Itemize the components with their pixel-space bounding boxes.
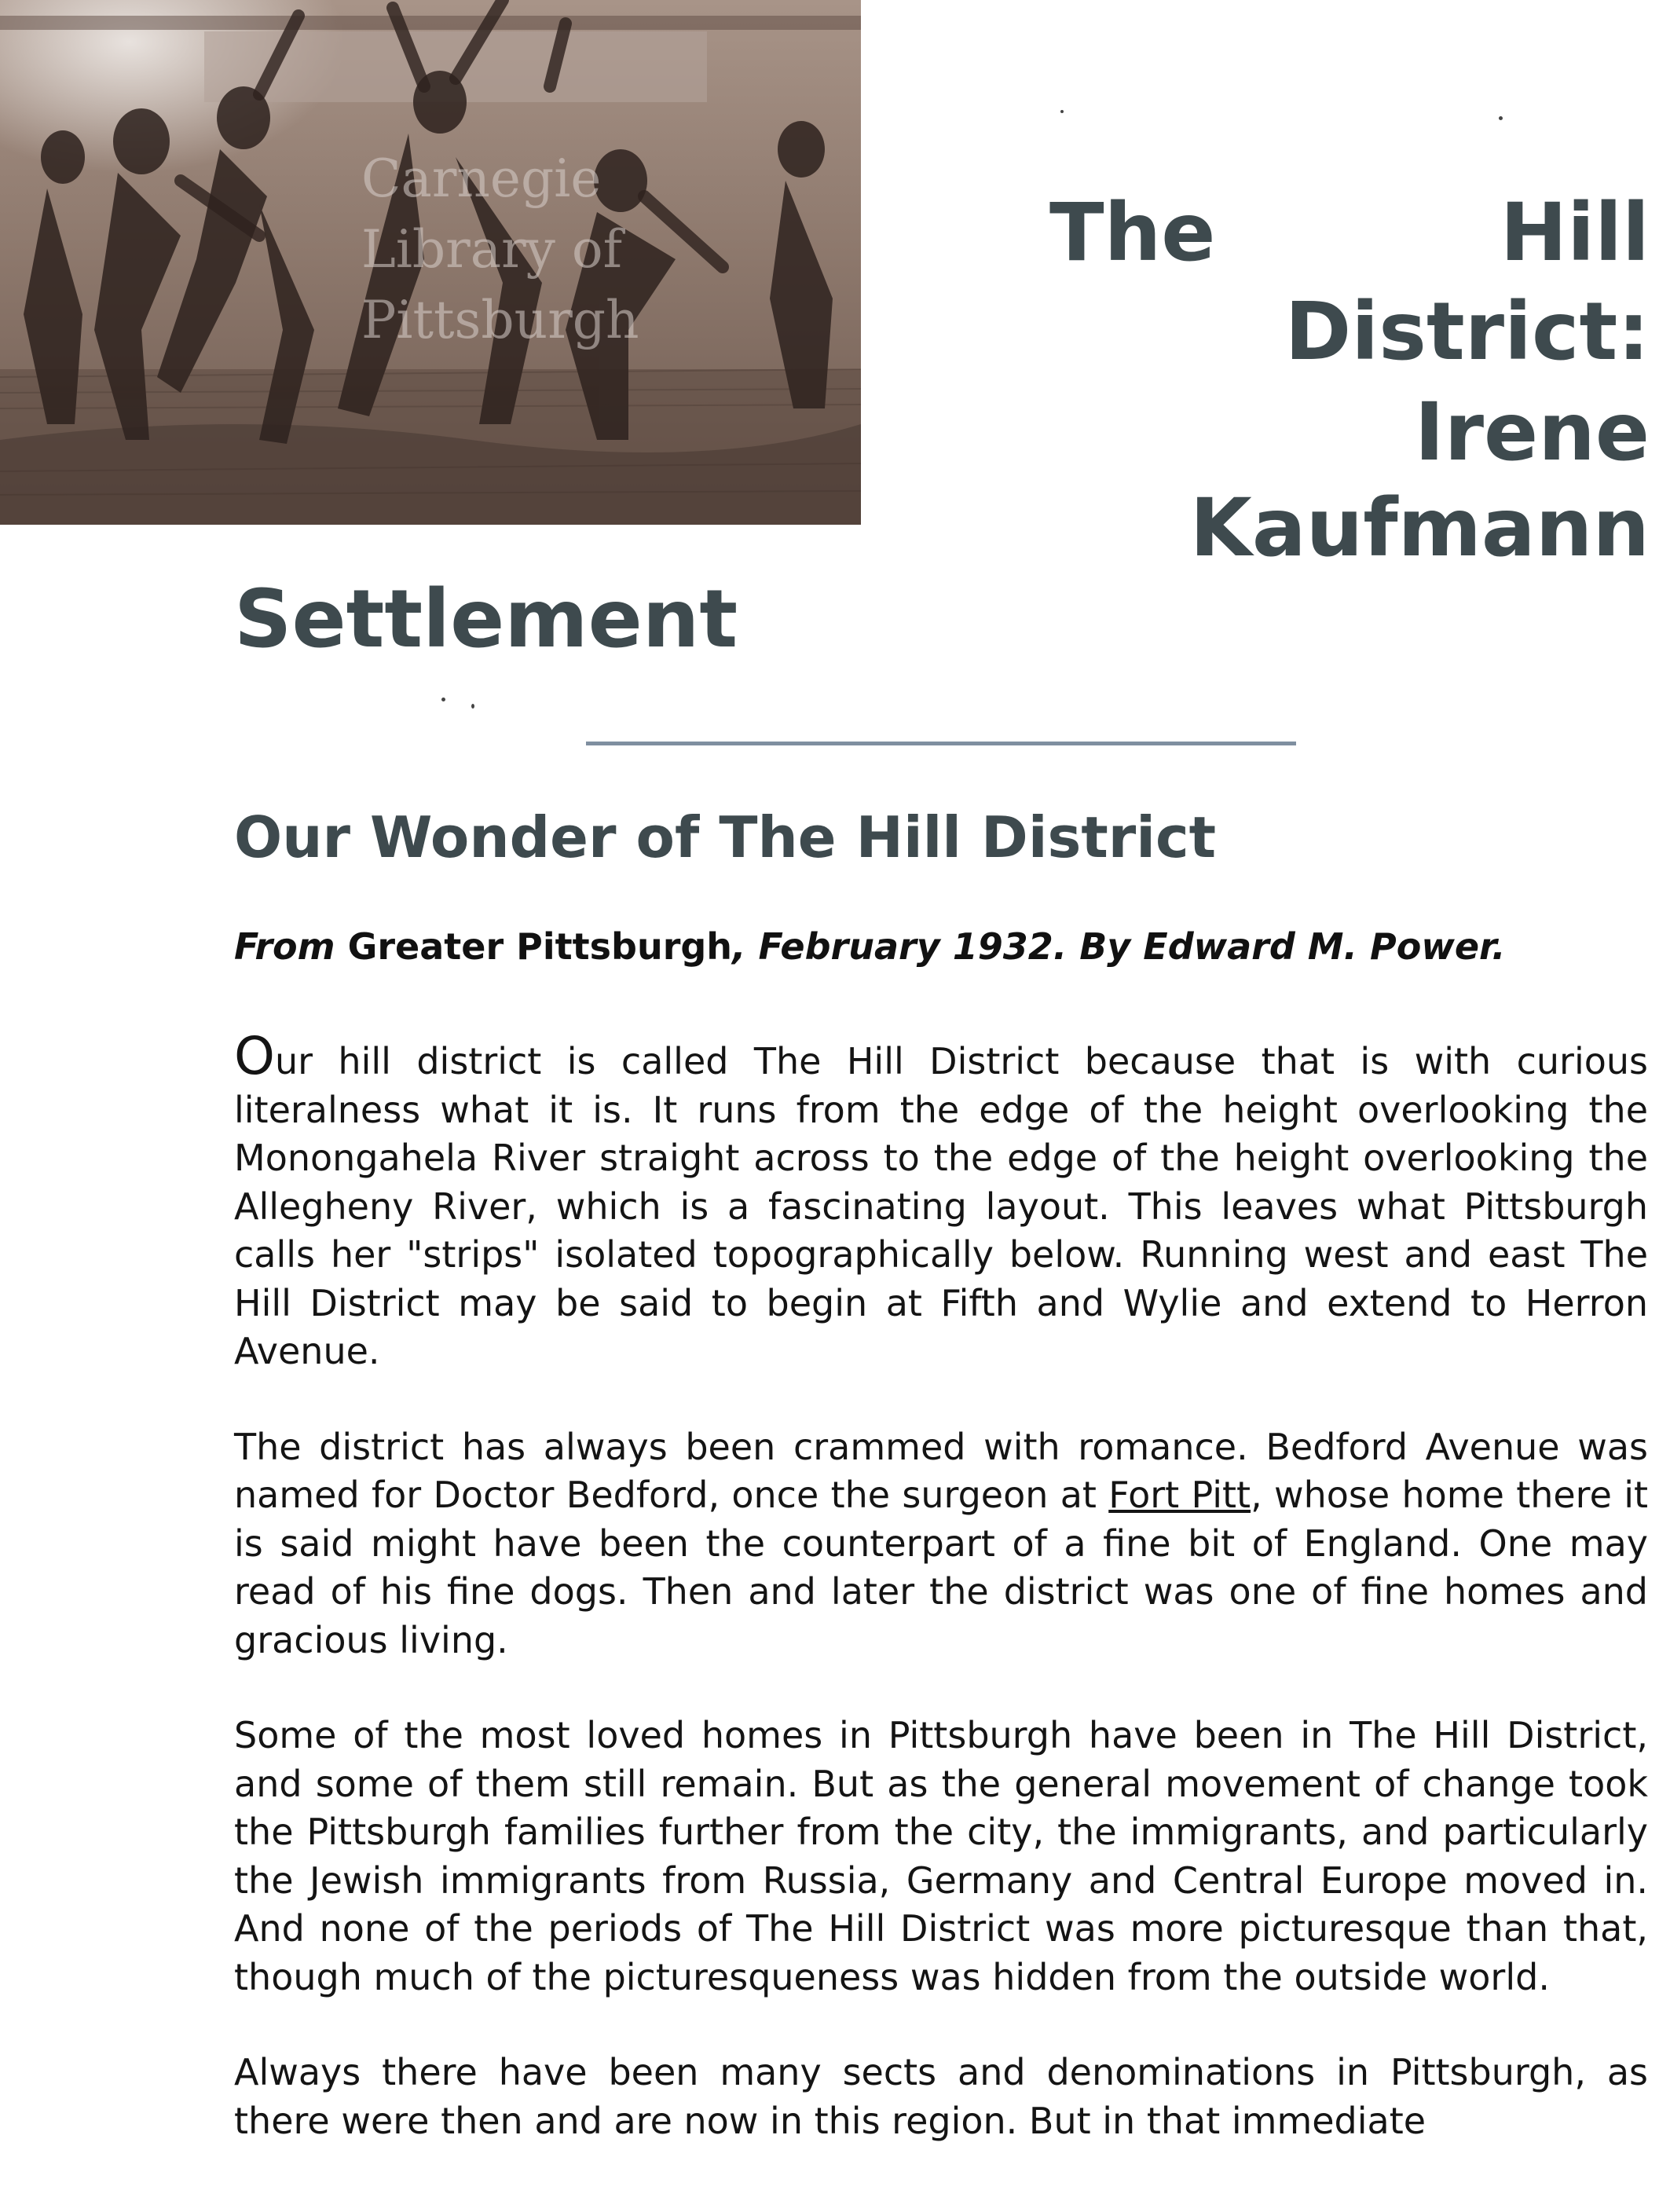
watermark-line-2: Library of: [361, 219, 623, 280]
title-word-hill: Hill: [1500, 186, 1650, 280]
article-body: [234, 1026, 1649, 2192]
scan-speck: [1499, 116, 1503, 120]
basketball-sketch-image: [0, 0, 861, 525]
title-line-irene: Irene: [1414, 386, 1650, 479]
paragraph-3: Some of the most loved homes in Pittsburgh have been in The Hill District, and some of them still remain. But as the general movement of change took the Pittsburgh families further from the city, the immigrants, and particularly the Jewish immigrants from Russia, Germany and Central Europe moved in. And none of the periods of The Hill District was more picturesque than that, though much of the picturesqueness was hidden from the outside world.: [234, 1714, 1648, 1998]
horizontal-divider: [586, 742, 1296, 745]
article-subheading: Our Wonder of The Hill District: [234, 804, 1217, 870]
title-line-district: District:: [1284, 285, 1650, 379]
source-prefix: From: [234, 925, 348, 968]
paragraph-2-text-after: , whose home there it is said might have been the counterpart of a fine bit of England. One may read of his fine dogs. Then and later the district was one of fine homes and gracious living.: [234, 1474, 1649, 1661]
drop-cap: O: [234, 1026, 275, 1086]
fort-pitt-link[interactable]: Fort Pitt: [1108, 1474, 1251, 1516]
watermark-line-3: Pittsburgh: [361, 290, 639, 350]
scan-speck: [471, 704, 474, 709]
title-line-kaufmann: Kaufmann: [1189, 482, 1650, 575]
paragraph-1: [234, 1026, 1648, 1376]
source-suffix: , February 1932. By Edward M. Power.: [732, 925, 1506, 968]
paragraph-2: [234, 1423, 1648, 1665]
historic-photo: [0, 0, 861, 525]
title-line-settlement: Settlement: [234, 573, 738, 666]
paragraph-1-text: ur hill district is called The Hill District because that is with curious literalness what it is. It runs from the edge of the height overlooking the Monongahela River straight across to the edge of the height overlooking the Allegheny River, which is a fascinating layout. This leaves what Pittsburgh calls her "strips" isolated topographically below. Running west and east The Hill District may be said to begin at Fifth and Wylie and extend to Herron Avenue.: [234, 1040, 1648, 1372]
watermark-line-1: Carnegie: [361, 148, 602, 209]
paragraph-2-text-before: The district has always been crammed with romance. Bedford Avenue was named for Doctor Bedford, once the surgeon at: [234, 1425, 1648, 1516]
source-citation: [234, 925, 1648, 969]
scan-speck: [441, 698, 445, 701]
scan-speck: [1060, 110, 1064, 113]
paragraph-4: Always there have been many sects and denominations in Pittsburgh, as there were then and are now in this region. But in that immediate: [234, 2051, 1648, 2142]
title-word-the: The: [1049, 186, 1216, 280]
source-publication: Greater Pittsburgh: [347, 925, 733, 968]
watermark: [361, 148, 639, 350]
